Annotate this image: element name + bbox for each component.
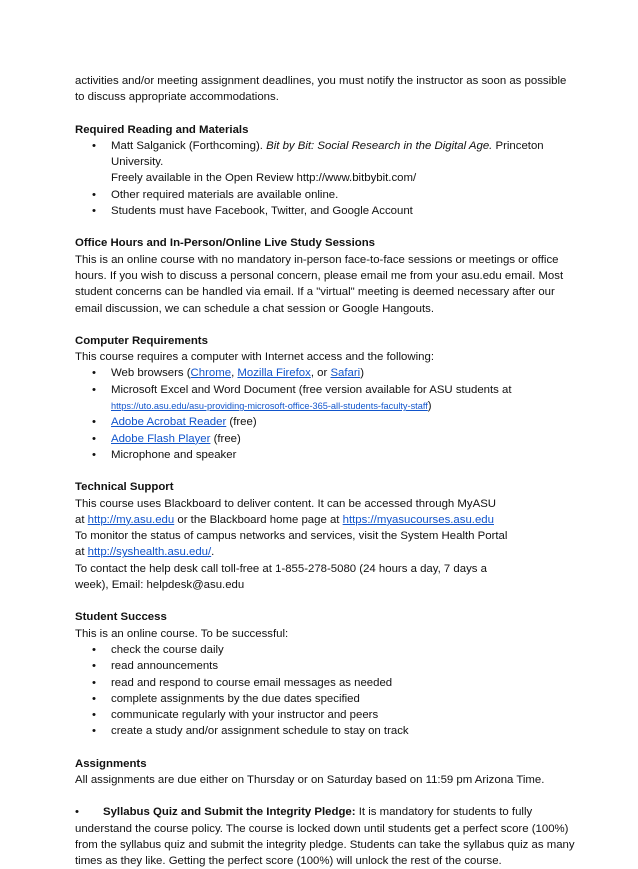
list-item: • read announcements [92, 660, 219, 673]
assignments-heading: Assignments [75, 757, 147, 770]
firefox-link[interactable]: Mozilla Firefox [237, 367, 311, 380]
reading-list [75, 138, 575, 219]
success-list [75, 642, 575, 740]
list-item: • Adobe Flash Player (free) [92, 432, 241, 445]
list-item: • Web browsers (Chrome, Mozilla Firefox, or Safari) [92, 367, 365, 380]
chrome-link[interactable]: Chrome [190, 367, 232, 380]
support-line: To monitor the status of campus networks and services, visit the System Health Portal [75, 530, 508, 543]
list-item: • Adobe Acrobat Reader (free) [92, 416, 257, 429]
list-item: • create a study and/or assignment schedule to stay on track [92, 725, 409, 738]
list-item: • Microphone and speaker [92, 448, 237, 461]
office365-link[interactable]: https://uto.asu.edu/asu-providing-microsoft-office-365-all-students-faculty-staff [111, 401, 428, 412]
list-item: • Microsoft Excel and Word Document (free version available for ASU students at https://uto.asu.edu/asu-providing-microsoft-office-365-all-students-faculty-staff) [92, 383, 512, 413]
list-item: • Other required materials are available online. [92, 188, 339, 201]
book-title: Bit by Bit: Social Research in the Digital Age. [266, 139, 493, 152]
office-heading: Office Hours and In-Person/Online Live Study Sessions [75, 237, 376, 250]
syshealth-link[interactable]: http://syshealth.asu.edu/ [87, 546, 212, 559]
success-intro: This is an online course. To be successful: [75, 627, 289, 640]
myasu-link[interactable]: http://my.asu.edu [87, 513, 175, 526]
list-item: • communicate regularly with your instructor and peers [92, 709, 379, 722]
support-line: This course uses Blackboard to deliver content. It can be accessed through MyASU [75, 497, 497, 510]
success-heading: Student Success [75, 611, 167, 624]
safari-link[interactable]: Safari [330, 367, 361, 380]
support-line: To contact the help desk call toll-free at 1-855-278-5080 (24 hours a day, 7 days a week), Email: helpdesk@asu.edu [75, 562, 487, 592]
intro-paragraph: activities and/or meeting assignment deadlines, you must notify the instructor as soon as possible to discuss appropriate accommodations. [75, 75, 567, 104]
acrobat-link[interactable]: Adobe Acrobat Reader [111, 416, 227, 429]
flash-link[interactable]: Adobe Flash Player [111, 432, 211, 445]
computer-list [75, 365, 575, 463]
support-line: at http://my.asu.edu or the Blackboard home page at https://myasucourses.asu.edu [75, 513, 494, 526]
support-line: at http://syshealth.asu.edu/. [75, 546, 215, 559]
quiz-paragraph: • Syllabus Quiz and Submit the Integrity Pledge: It is mandatory for students to fully understand the course policy. The course is locked down until students get a perfect score (100%) from the syllabus quiz and submit the integrity pledge. Students can take the syllabus quiz as many times as they like. Getting the perfect score (100%) will unlock the rest of the course. [75, 806, 575, 868]
support-heading: Technical Support [75, 481, 174, 494]
list-item: • check the course daily [92, 643, 224, 656]
computer-intro: This course requires a computer with Internet access and the following: [75, 351, 434, 364]
assignments-paragraph: All assignments are due either on Thursday or on Saturday based on 11:59 pm Arizona Time. [75, 773, 545, 786]
page-content [75, 73, 575, 869]
blackboard-link[interactable]: https://myasucourses.asu.edu [342, 513, 494, 526]
computer-heading: Computer Requirements [75, 334, 208, 347]
list-item: • Students must have Facebook, Twitter, and Google Account [92, 205, 413, 218]
quiz-title: Syllabus Quiz and Submit the Integrity Pledge: [103, 806, 356, 819]
office-paragraph: This is an online course with no mandatory in-person face-to-face sessions or meetings or office hours. If you wish to discuss a personal concern, please email me from your asu.edu email. Most student concerns can be handled via email. If a "virtual" meeting is deemed necessary after our email discussion, we can schedule a chat session or Google Hangouts. [75, 253, 564, 315]
list-item: • read and respond to course email messages as needed [92, 676, 393, 689]
list-item: • Matt Salganick (Forthcoming). Bit by Bit: Social Research in the Digital Age. Princeton University. Freely available in the Open Review http://www.bitbybit.com/ [92, 139, 544, 185]
reading-heading: Required Reading and Materials [75, 123, 249, 136]
list-item: • complete assignments by the due dates specified [92, 692, 360, 705]
